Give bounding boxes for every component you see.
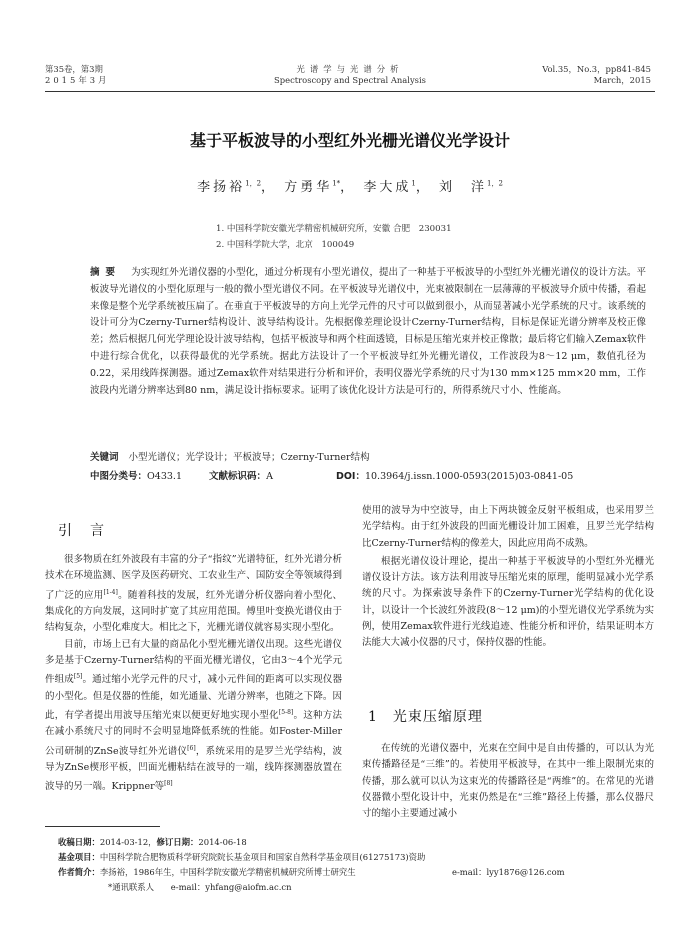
bio-value: 李扬裕，1986年生，中国科学院安徽光学精密机械研究所博士研究生 xyxy=(99,867,356,877)
abstract-label: 摘要 xyxy=(90,267,122,278)
intro-text: 目前，市场上已有大量的商品化小型光栅光谱仪出现。这些光谱仪多是基于Czerny-Turner结构的平面光栅光谱仪，它由3～4个光学元件组成 xyxy=(45,638,342,686)
bio-label: 作者简介： xyxy=(58,867,100,877)
keywords-label: 关键词 xyxy=(90,452,119,463)
doi-value: 10.3964/j.issn.1000-0593(2015)03-0841-05 xyxy=(364,471,574,482)
doi-label: DOI： xyxy=(335,471,365,482)
author-separator: ， xyxy=(415,180,432,195)
citation: [5-8] xyxy=(278,708,294,716)
footnote-fund xyxy=(58,852,425,863)
affiliation-2: 2. 中国科学院大学，北京 100049 xyxy=(216,240,355,250)
footnote-author-bio xyxy=(58,867,356,878)
intro-text: 。这种方法在减小系统尺寸的同时不会明显地降低系统的性能。如Foster-Miller公司研制的ZnSe波导红外光谱仪 xyxy=(45,710,342,757)
fund-value: 中国科学院合肥物质科学研究院院长基金项目和国家自然科学基金项目(61275173)资助 xyxy=(99,852,426,862)
running-header-right xyxy=(542,64,651,86)
author-name: 李大成 xyxy=(363,180,412,195)
author-affil-mark: 1，2 xyxy=(245,179,262,188)
received-label: 收稿日期： xyxy=(58,837,100,847)
header-rule xyxy=(45,91,655,92)
received-value: 2014-03-12， xyxy=(99,837,157,847)
journal-pages: Vol.35，No.3，pp841-845 xyxy=(542,64,651,74)
doc-code-value: A xyxy=(266,471,273,482)
revised-value: 2014-06-18 xyxy=(198,837,247,847)
intro-text: 。通过缩小光学元件的尺寸，减小元件间的距离可以实现仪器的小型化。但是仪器的性能，如光通量、光谱分辨率，也随之下降。因此，有学者提出用波导压缩光束以便更好地实现小型化 xyxy=(45,674,342,722)
section-1-body xyxy=(362,741,654,822)
keywords xyxy=(90,450,650,465)
abstract-text: 为实现红外光谱仪器的小型化，通过分析现有小型光谱仪，提出了一种基于平板波导的小型红外光栅光谱仪的设计方法。平板波导光谱仪的小型化原理与一般的微小型光谱仪不同。在平板波导光谱仪中，光束被限制在一层薄薄的平板波导介质中传播，看起来像是整个光学系统被压扁了。在垂直于平板波导的方向上光学元件的尺寸可以做到很小，从而显著减小光学系统的尺寸。该系统的设计可分为Czerny-Turner结构设计、波导结构设计。先根据像差理论设计Czerny-Turner结构，目标是保证光谱分辨率及校正像差；然后根据几何光学理论设计波导结构，包括平板波导和两个柱面透镜，目标是压缩光束并校正像散；最后将它们输入Zemax软件中进行综合优化，以获得最优的光学系统。据此方法设计了一个平板波导红外光栅光谱仪，工作波段为8～12 μm，数值孔径为0.22，采用线阵探测器。通过Zemax软件对结果进行分析和评价，表明仪器光学系统的尺寸为130 mm×125 mm×20 mm，工作波段内光谱分辨率达到80 nm，满足设计指标要求。证明了该优化设计方法是可行的，所得系统尺寸小、性能高。 xyxy=(90,267,646,396)
author-affil-mark: 1，2 xyxy=(486,179,503,188)
author-name: 刘 洋 xyxy=(438,180,487,195)
clc-value: O433.1 xyxy=(147,471,183,482)
intro-text: 很多物质在红外波段有丰富的分子“指纹”光谱特征，红外光谱分析技术在环境监测、医学及医药研究、工农业生产、国防安全等领域得到了广泛的应用 xyxy=(45,554,342,601)
author-separator: ， xyxy=(340,180,357,195)
author-affil-mark: 1* xyxy=(332,179,341,188)
author-list xyxy=(0,176,700,195)
abstract xyxy=(90,265,646,399)
body-paragraph: 根据光谱仪设计理论，提出一种基于平板波导的小型红外光栅光谱仪设计方法。该方法利用波导压缩光束的原理，能明显减小光学系统的尺寸。为探索波导条件下的Czerny-Turner光学结构的优化设计，以设计一个长波红外波段(8～12 μm)的小型光谱仪光学系统为实例，使用Zemax软件进行光线追迹、性能分析和评价，结果证明本方法能大大减小仪器的尺寸，保持仪器的性能。 xyxy=(362,555,654,649)
paper-title: 基于平板波导的小型红外光栅光谱仪光学设计 xyxy=(189,131,510,150)
author-affil-mark: 1 xyxy=(411,179,416,188)
revised-label: 修订日期： xyxy=(156,837,199,847)
doc-code-label: 文献标识码： xyxy=(209,471,267,482)
author-separator: ， xyxy=(261,180,278,195)
keywords-text: 小型光谱仪；光学设计；平板波导；Czerny-Turner结构 xyxy=(128,452,370,463)
classification-line xyxy=(90,469,650,484)
citation: [8] xyxy=(164,780,173,788)
clc-label: 中图分类号： xyxy=(90,471,148,482)
right-column-body xyxy=(362,503,654,652)
body-paragraph: 在传统的光谱仪器中，光束在空间中是自由传播的，可以认为光束传播路径是“三维”的。若使用平板波导，在其中一维上限制光束的传播，那么就可以认为这束光的传播路径是“两维”的。在常见的光谱仪器微小型化设计中，光束仍然是在“三维”路径上传播，那么仪器尺寸的缩小主要通过减小 xyxy=(362,743,654,820)
journal-name-cn: 光谱学与光谱分析 xyxy=(296,64,404,74)
footnote-dates xyxy=(58,837,247,848)
citation: [1-4] xyxy=(103,588,118,596)
intro-body xyxy=(45,552,342,796)
intro-text: ，系统采用的是罗兰光学结构，波导为ZnSe楔形平板，凹面光栅粘结在波导的一端，线阵探测器放置在波导的另一端。Krippner等 xyxy=(45,745,342,793)
author-email: e-mail：lyy1876@126.com xyxy=(452,867,565,877)
intro-paragraph xyxy=(45,552,342,637)
intro-paragraph xyxy=(45,637,342,796)
citation: [6] xyxy=(187,744,196,752)
intro-heading: 引 言 xyxy=(58,523,106,539)
journal-volume: 第35卷，第3期 xyxy=(45,64,103,74)
fund-label: 基金项目： xyxy=(58,852,100,862)
citation: [5] xyxy=(73,673,83,681)
author-name: 李扬裕 xyxy=(197,180,246,195)
body-paragraph: 使用的波导为中空波导，由上下两块镀金反射平板组成，也采用罗兰光学结构。由于红外波段的凹面光栅设计加工困难，且罗兰光学结构比Czerny-Turner结构的像差大，因此应用尚不成熟。 xyxy=(362,505,654,549)
journal-name-en: Spectroscopy and Spectral Analysis xyxy=(274,75,426,85)
journal-month: March，2015 xyxy=(593,75,651,85)
corresponding-author: *通讯联系人 e-mail：yhfang@aiofm.ac.cn xyxy=(108,882,292,892)
author-name: 方勇华 xyxy=(284,180,333,195)
footnote-rule xyxy=(45,826,160,827)
intro-text: 。随着科技的发展，红外光谱分析仪器向着小型化、集成化的方向发展，这同时扩宽了其应用范围。傅里叶变换光谱仪由于结构复杂，小型化难度大。相比之下，光栅光谱仪就容易实现小型化。 xyxy=(45,589,342,634)
journal-date: 2015年3月 xyxy=(45,75,110,85)
affiliation-1: 1. 中国科学院安徽光学精密机械研究所，安徽 合肥 230031 xyxy=(216,224,452,234)
section-1-heading: 1 光束压缩原理 xyxy=(368,709,483,725)
